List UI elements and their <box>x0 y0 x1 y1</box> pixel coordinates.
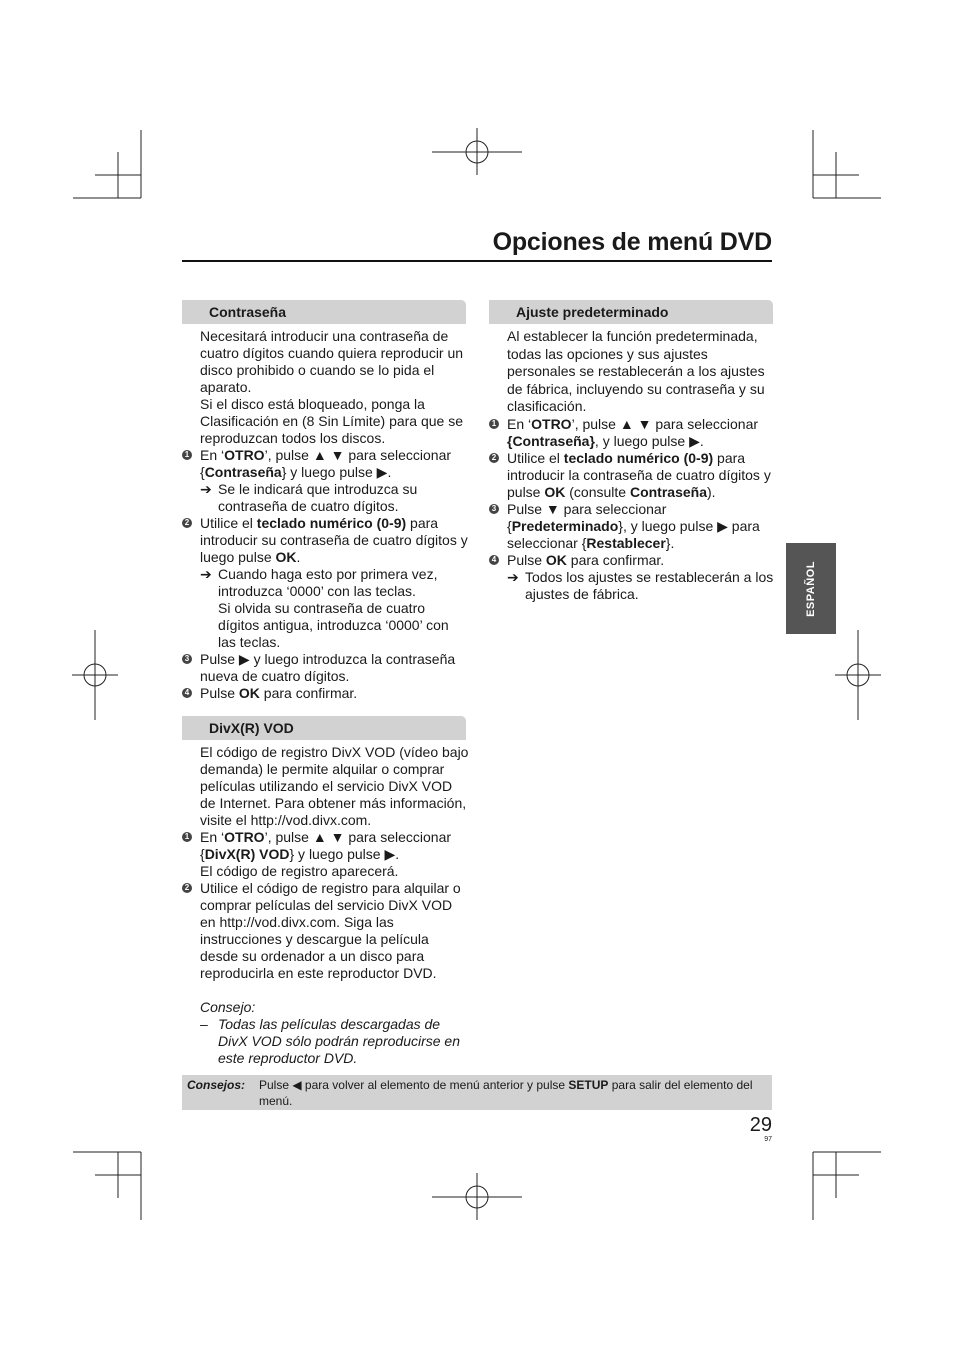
tip-dash: – <box>200 1016 208 1032</box>
step-text-bold: DivX(R) VOD <box>204 846 290 862</box>
step-text: Pulse <box>200 685 239 701</box>
step-text-bold: OTRO <box>224 447 265 463</box>
page-title: Opciones de menú DVD <box>492 228 772 256</box>
step-number-icon: 4 <box>489 555 499 565</box>
step-text: Pulse ▶ y luego introduzca la contraseña nueva de cuatro dígitos. <box>200 651 456 684</box>
step-text: En ‘ <box>200 447 225 463</box>
divx-intro: El código de registro DivX VOD (vídeo bajo demanda) le permite alquilar o comprar películas utilizando el servicio DivX VOD de Internet. Para obtener más información, visite el http://vod.divx.com. <box>200 744 469 828</box>
section-heading-contrasena: Contraseña <box>182 300 466 324</box>
ajuste-intro: Al establecer la función predeterminada, todas las opciones y sus ajustes personales se restablecerán a los ajustes de fábrica, incluyendo su contraseña y su clasificación. <box>507 328 765 414</box>
step-text: } y luego pulse ▶. <box>281 464 392 480</box>
step-text-bold: teclado numérico (0-9) <box>256 515 407 531</box>
step-text: para introducir la contraseña de cuatro dígitos y pulse <box>507 449 771 500</box>
step-text: . <box>296 549 301 565</box>
left-column <box>182 300 470 1067</box>
contrasena-step-1-result <box>182 481 470 515</box>
step-text: Utilice el código de registro para alquilar o comprar películas del servicio DivX VOD en http://vod.divx.com. Siga las instrucciones y descargue la película desde su ordenador a un disco para reproducirla en este reproductor DVD. <box>200 880 461 981</box>
arrow-right-icon: ➔ <box>200 481 212 497</box>
language-tab <box>786 543 836 634</box>
step-text: , y luego pulse ▶. <box>594 432 704 449</box>
step-number-icon: 2 <box>182 883 192 893</box>
step-text: En ‘ <box>200 829 225 845</box>
step-text: }, y luego pulse ▶ para seleccionar { <box>507 517 760 551</box>
section-heading-ajuste: Ajuste predeterminado <box>489 300 773 324</box>
title-rule <box>182 260 772 262</box>
step-text: (consulte <box>565 483 630 500</box>
step-number-icon: 2 <box>489 453 499 463</box>
right-column <box>489 300 776 603</box>
language-tab-label: ESPAÑOL <box>805 560 817 617</box>
step-text: para confirmar. <box>566 551 665 568</box>
step-number-icon: 2 <box>182 518 192 528</box>
tips-text-bold: SETUP <box>568 1078 609 1092</box>
step-text: Utilice el <box>200 515 257 531</box>
step-text-bold: OK <box>275 549 297 565</box>
step-text: ’, pulse ▲ ▼ para seleccionar <box>571 415 759 432</box>
contrasena-intro-2: Si el disco está bloqueado, ponga la Clasificación en (8 Sin Límite) para que se reproduzcan todos los discos. <box>200 396 464 446</box>
step-number-icon: 3 <box>489 504 499 514</box>
result-text: Cuando haga esto por primera vez, introduzca ‘0000’ con las teclas. <box>218 566 438 599</box>
ajuste-step-2 <box>489 450 776 501</box>
tips-box <box>182 1075 772 1110</box>
ajuste-step-3 <box>489 501 776 552</box>
step-text-bold: Contraseña <box>629 483 707 500</box>
result-text: Todos los ajustes se restablecerán a los ajustes de fábrica. <box>525 568 774 602</box>
divx-step-1 <box>182 829 470 880</box>
step-text-bold: {Contraseña} <box>507 432 595 449</box>
ajuste-step-4 <box>489 552 776 569</box>
step-text: Pulse <box>507 551 546 568</box>
step-text: } y luego pulse ▶. <box>289 846 400 862</box>
page-sub-number: 97 <box>764 1136 772 1143</box>
step-text: El código de registro aparecerá. <box>200 863 399 879</box>
step-text-bold: OK <box>545 551 567 568</box>
tips-text-part: para salir del elemento del menú. <box>259 1078 753 1108</box>
step-text: para confirmar. <box>259 685 358 701</box>
step-text-bold: OK <box>238 685 260 701</box>
result-text: Si olvida su contraseña de cuatro dígitos antigua, introduzca ‘0000’ con las teclas. <box>218 600 449 650</box>
step-number-icon: 4 <box>182 688 192 698</box>
step-text: Pulse ▼ para seleccionar { <box>507 500 667 534</box>
step-text-bold: teclado numérico (0-9) <box>563 449 714 466</box>
result-text: Se le indicará que introduzca su contraseña de cuatro dígitos. <box>218 481 418 514</box>
step-number-icon: 3 <box>182 654 192 664</box>
ajuste-step-1 <box>489 416 776 450</box>
ajuste-step-4-result <box>489 569 776 603</box>
step-text: }. <box>665 534 675 551</box>
step-text: En ‘ <box>507 415 532 432</box>
step-text: ’, pulse ▲ ▼ para seleccionar { <box>200 447 452 480</box>
step-text-bold: OTRO <box>224 829 265 845</box>
contrasena-intro: Necesitará introducir una contraseña de cuatro dígitos cuando quiera reproducir un disco prohibido o cuando se lo pida el aparato. <box>200 328 464 395</box>
step-text: Utilice el <box>507 449 564 466</box>
divx-tip <box>182 1016 470 1067</box>
contrasena-step-3 <box>182 651 470 685</box>
tips-text-part: Pulse ◀ para volver al elemento de menú anterior y pulse <box>259 1078 569 1092</box>
step-number-icon: 1 <box>182 832 192 842</box>
tips-label: Consejos: <box>187 1078 246 1092</box>
contrasena-step-2 <box>182 515 470 566</box>
section-heading-divx: DivX(R) VOD <box>182 716 466 740</box>
step-text-bold: Predeterminado <box>511 517 619 534</box>
step-text-bold: OTRO <box>531 415 572 432</box>
contrasena-step-2-result <box>182 566 470 651</box>
divx-step-2 <box>182 880 470 982</box>
arrow-right-icon: ➔ <box>507 568 519 585</box>
tip-text: Todas las películas descargadas de DivX VOD sólo podrán reproducirse en este reproductor DVD. <box>218 1016 461 1066</box>
divx-tip-label: Consejo: <box>200 999 256 1015</box>
contrasena-step-4 <box>182 685 470 702</box>
step-text: ). <box>706 483 716 500</box>
step-text: ’, pulse ▲ ▼ para seleccionar { <box>200 829 452 862</box>
contrasena-step-1 <box>182 447 470 481</box>
step-number-icon: 1 <box>489 419 499 429</box>
arrow-right-icon: ➔ <box>200 566 212 582</box>
step-text-bold: Contraseña <box>204 464 282 480</box>
tips-text <box>259 1077 769 1109</box>
step-text-bold: Restablecer <box>586 534 666 551</box>
page-number: 29 <box>749 1114 772 1136</box>
step-text-bold: OK <box>544 483 566 500</box>
step-text: para introducir su contraseña de cuatro dígitos y luego pulse <box>200 515 468 565</box>
step-number-icon: 1 <box>182 450 192 460</box>
